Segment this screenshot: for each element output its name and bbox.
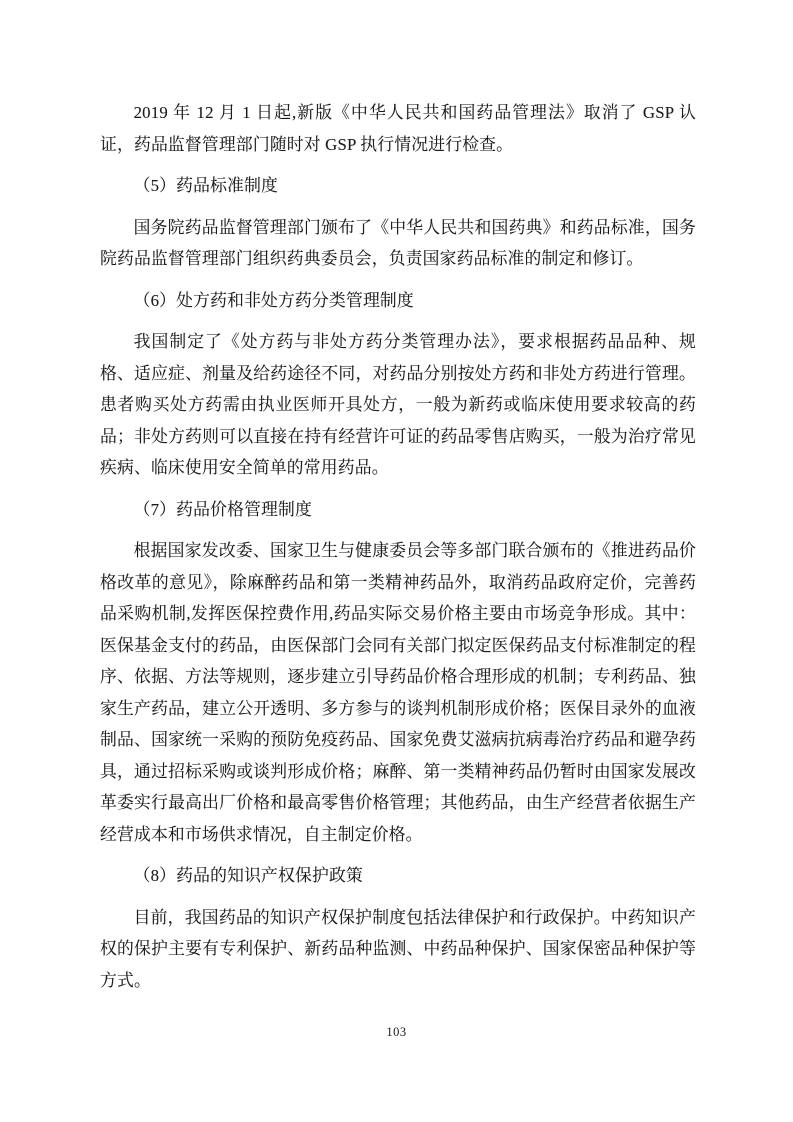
paragraph-price-reform: 根据国家发改委、国家卫生与健康委员会等多部门联合颁布的《推进药品价格改革的意见》，除麻醉药品和第一类精神药品外，取消药品政府定价，完善药品采购机制,发挥医保控费作用,药品实际交易价格主要由市场竞争形成。其中：医保基金支付的药品，由医保部门会同有关部门拟定医保药品支付标准制定的程序、依据、方法等规则，逐步建立引导药品价格合理形成的机制；专利药品、独家生产药品，建立公开透明、多方参与的谈判机制形成价格；医保目录外的血液制品、国家统一采购的预防免疫药品、国家免费艾滋病抗病毒治疗药品和避孕药具，通过招标采购或谈判形成价格；麻醉、第一类精神药品仍暂时由国家发展改革委实行最高出厂价格和最高零售价格管理；其他药品，由生产经营者依据生产经营成本和市场供求情况，自主制定价格。 bbox=[100, 541, 696, 844]
page-number: 103 bbox=[386, 1025, 407, 1039]
paragraph-rx-otc-management: 我国制定了《处方药与非处方药分类管理办法》，要求根据药品品种、规格、适应症、剂量及给药途径不同，对药品分别按处方药和非处方药进行管理。患者购买处方药需由执业医师开具处方，一般为新药或临床使用要求较高的药品；非处方药则可以直接在持有经营许可证的药品零售店购买，一般为治疗常见疾病、临床使用安全简单的常用药品。 bbox=[100, 332, 696, 477]
heading-6-rx-otc-classification: （6）处方药和非处方药分类管理制度 bbox=[133, 290, 414, 310]
paragraph-pharmacopoeia-standards: 国务院药品监督管理部门颁布了《中华人民共和国药典》和药品标准，国务院药品监督管理部门组织药典委员会，负责国家药品标准的制定和修订。 bbox=[100, 217, 696, 268]
heading-5-drug-standard-system: （5）药品标准制度 bbox=[133, 176, 279, 195]
heading-8-ip-protection-policy: （8）药品的知识产权保护政策 bbox=[133, 866, 363, 885]
heading-7-price-management: （7）药品价格管理制度 bbox=[133, 499, 312, 519]
page-content bbox=[100, 97, 696, 1006]
page-footer bbox=[0, 1023, 793, 1041]
paragraph-ip-protection: 目前，我国药品的知识产权保护制度包括法律保护和行政保护。中药知识产权的保护主要有专利保护、新药品种监测、中药品种保护、国家保密品种保护等方式。 bbox=[100, 907, 696, 990]
paragraph-gsp-certification: 2019 年 12 月 1 日起,新版《中华人民共和国药品管理法》取消了 GSP 认证，药品监督管理部门随时对 GSP 执行情况进行检查。 bbox=[100, 103, 696, 154]
